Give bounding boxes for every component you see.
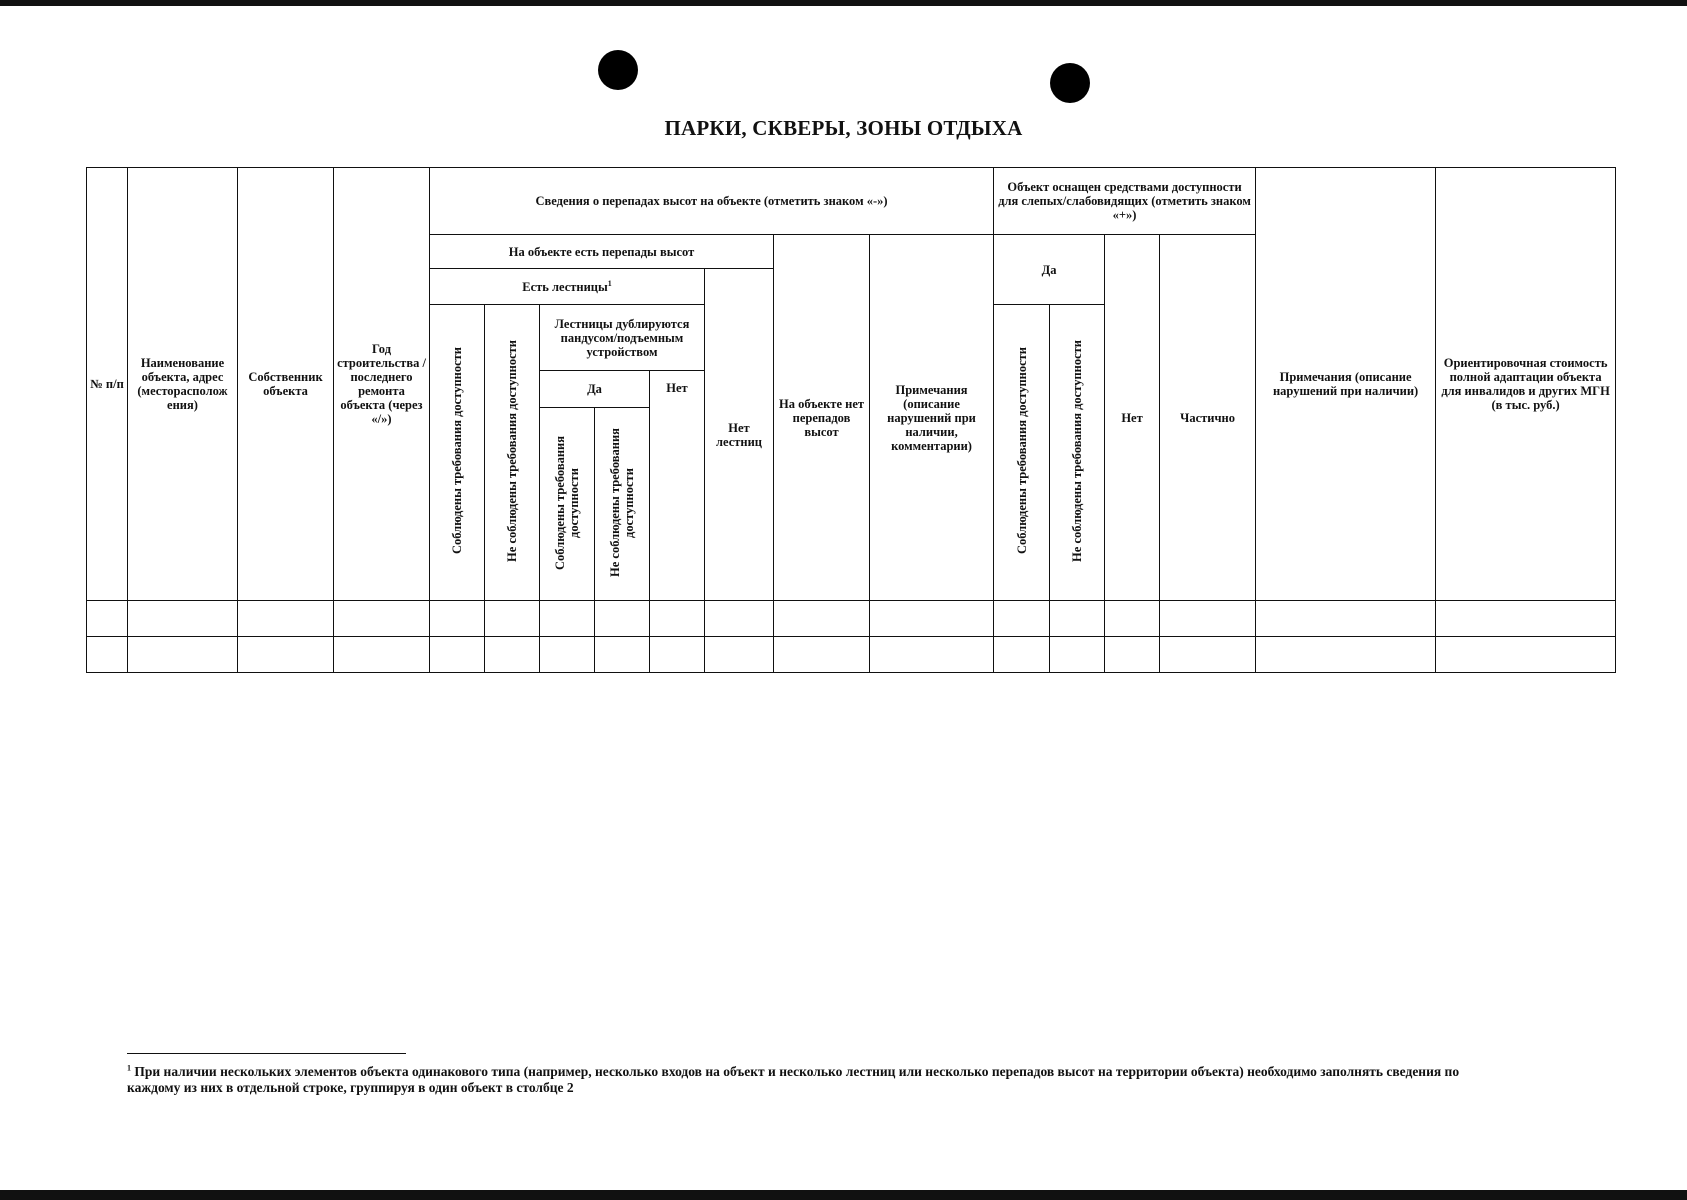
table-row [87,601,1616,637]
header-has-height-differences: На объекте есть перепады высот [430,235,774,269]
footnote-marker: 1 [127,1063,131,1073]
scan-top-edge [0,0,1687,6]
header-stairs-noncompliant: Не соблюдены требования доступности [485,305,540,601]
header-notes: Примечания (описание нарушений при наличии) [1256,168,1436,601]
header-adaptation-cost: Ориентировочная стоимость полной адаптации объекта для инвалидов и других МГН (в тыс. руб.) [1436,168,1616,601]
header-duplicated-no: Нет [650,371,705,601]
footnote [127,1064,1507,1096]
header-blind-yes-noncompliant: Не соблюдены требования доступности [1050,305,1105,601]
header-duplicated-yes: Да [540,371,650,408]
accessibility-form-table [86,167,1616,673]
header-blind-accessibility: Объект оснащен средствами доступности для слепых/слабовидящих (отметить знаком «+») [994,168,1256,235]
header-height-differences: Сведения о перепадах высот на объекте (отметить знаком «-») [430,168,994,235]
table-row [87,637,1616,673]
header-blind-yes-compliant: Соблюдены требования доступности [994,305,1050,601]
header-object-name: Наименование объекта, адрес (месторасполож ения) [128,168,238,601]
header-stairs-compliant: Соблюдены требования доступности [430,305,485,601]
header-no-stairs: Нет лестниц [705,269,774,601]
header-height-notes: Примечания (описание нарушений при наличии, комментарии) [870,235,994,601]
page-title: ПАРКИ, СКВЕРЫ, ЗОНЫ ОТДЫХА [664,116,1023,140]
header-blind-yes: Да [994,235,1105,305]
header-no-height-differences: На объекте нет перепадов высот [774,235,870,601]
header-has-stairs: Есть лестницы$^1$ [430,269,705,305]
scan-bottom-edge [0,1190,1687,1200]
punch-hole-left [598,50,638,90]
header-number: № п/п [87,168,128,601]
punch-hole-right [1050,63,1090,103]
header-owner: Собственник объекта [238,168,334,601]
header-duplicated-yes-compliant: Соблюдены требования доступности [540,408,595,601]
footnote-text: При наличии нескольких элементов объекта одинакового типа (например, несколько входов на объект и несколько лестниц или несколько перепадов высот на территории объекта) необходимо заполнять сведения по каждому из них в отдельной строке, группируя в один объект в столбце 2 [127,1064,1460,1095]
footnote-divider [127,1053,406,1054]
header-duplicated-yes-noncompliant: Не соблюдены требования доступности [595,408,650,601]
header-blind-partial: Частично [1160,235,1256,601]
header-blind-no: Нет [1105,235,1160,601]
header-stairs-duplicated: Лестницы дублируются пандусом/подъемным устройством [540,305,705,371]
header-year: Год строительства /последнего ремонта объекта (через «/») [334,168,430,601]
